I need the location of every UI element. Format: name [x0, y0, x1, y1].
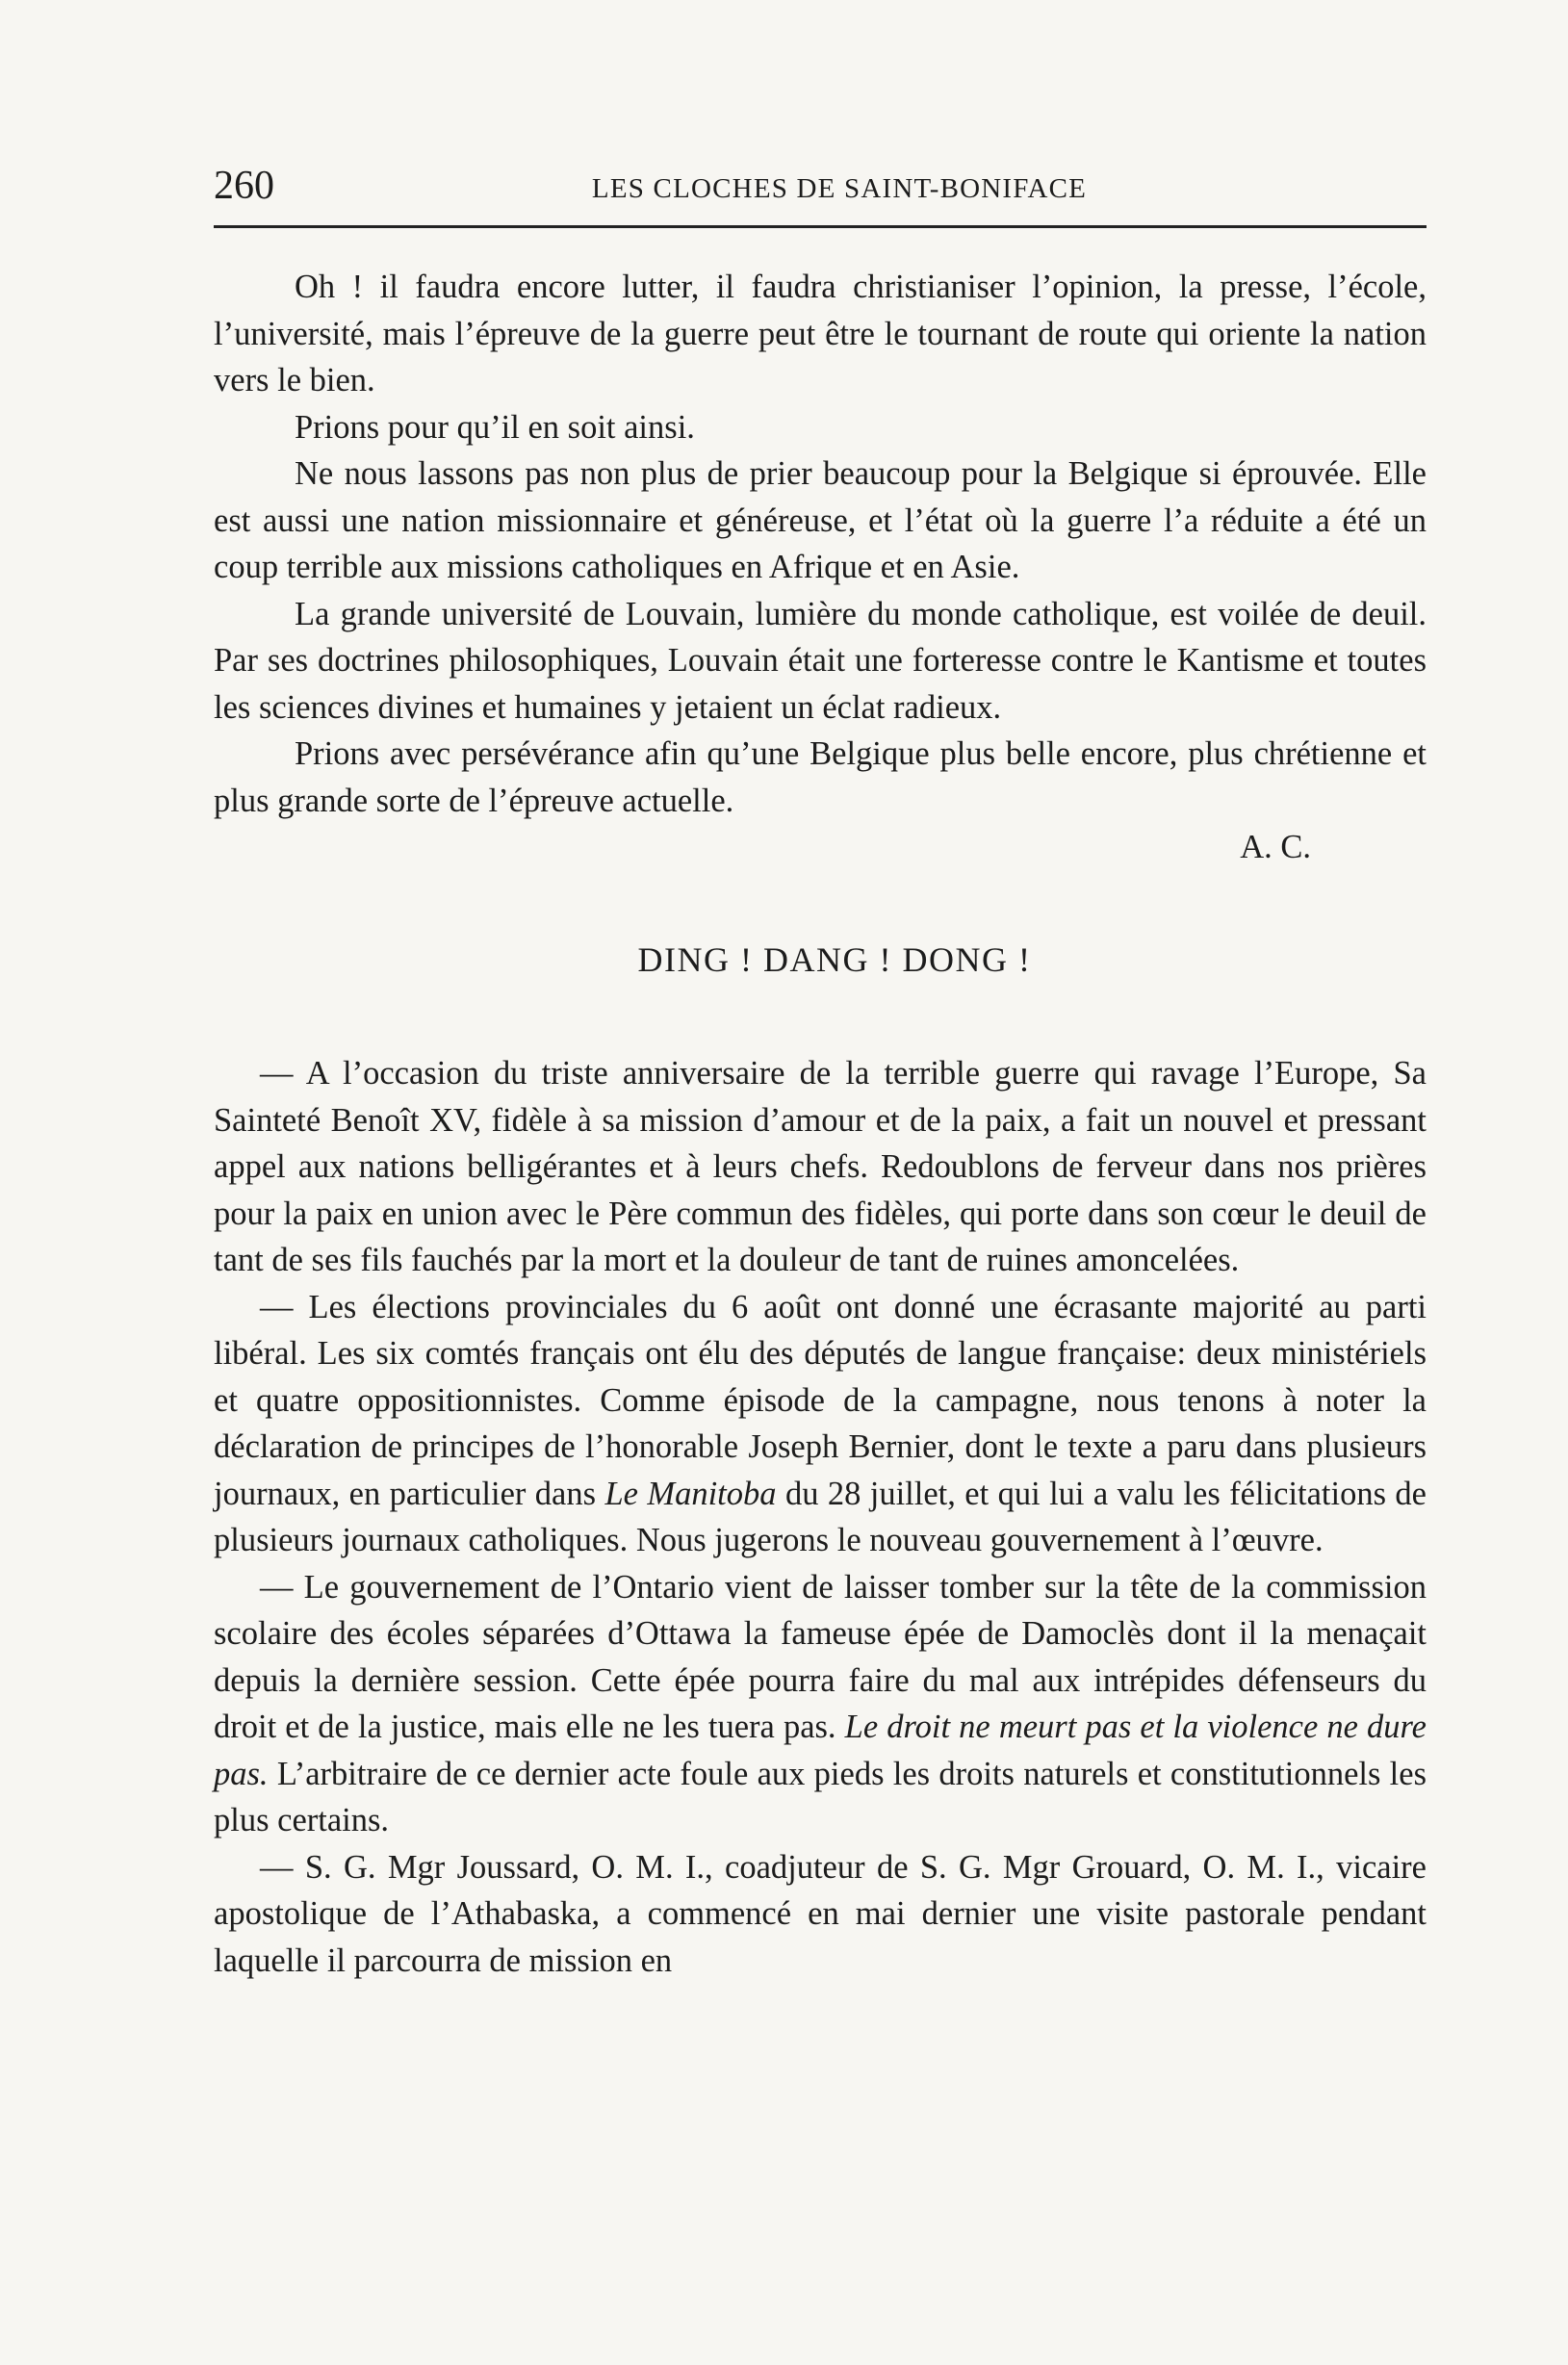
section-title: DING ! DANG ! DONG ! — [637, 939, 1032, 979]
news-item: — S. G. Mgr Joussard, O. M. I., coadjuteur de S. G. Mgr Grouard, O. M. I., vicaire apostolique de l’Athabaska, a commencé en mai dernier une visite pastorale pendant laquelle il parcourra de mission en — [214, 1848, 1427, 1979]
paragraph: Prions pour qu’il en soit ainsi. — [295, 408, 695, 446]
paragraph: Ne nous lassons pas non plus de prier beaucoup pour la Belgique si éprouvée. Elle est aussi une nation missionnaire et généreuse, et l’état où la guerre l’a réduite a été un coup terrible aux missions catholiques en Afrique et en Asie. — [214, 455, 1427, 585]
page-number: 260 — [214, 164, 274, 208]
running-title: LES CLOCHES DE SAINT-BONIFACE — [591, 173, 1088, 204]
header-rule — [214, 225, 1427, 228]
news-item-text: — Les élections provinciales du 6 août ont donné une écrasante majorité au parti libéral. Les six comtés français ont élu des députés de langue française: deux ministériels et quatre oppositionnistes. Comme épisode de la campagne, nous tenons à noter la déclaration de principes de l’honorable Joseph Bernier, dont le texte a paru dans plusieurs journaux, en particulier dans — [214, 1288, 1427, 1512]
paragraph: La grande université de Louvain, lumière du monde catholique, est voilée de deuil. Par ses doctrines philosophiques, Louvain était une forteresse contre le Kantisme et toutes les sciences divines et humaines y jetaient un éclat radieux. — [214, 595, 1427, 726]
newspaper-title: Le Manitoba — [604, 1475, 777, 1512]
news-item — [214, 1284, 1427, 1564]
news-items — [214, 1050, 1427, 1984]
news-item: — A l’occasion du triste anniversaire de la terrible guerre qui ravage l’Europe, Sa Sainteté Benoît XV, fidèle à sa mission d’amour et de la paix, a fait un nouvel et pressant appel aux nations belligérantes et à leurs chefs. Redoublons de ferveur dans nos prières pour la paix en union avec le Père commun des fidèles, qui porte dans son cœur le deuil de tant de ses fils fauchés par la mort et la douleur de tant de ruines amoncelées. — [214, 1055, 1427, 1278]
paragraph: Prions avec persévérance afin qu’une Belgique plus belle encore, plus chrétienne et plus grande sorte de l’épreuve actuelle. — [214, 735, 1427, 819]
article-signature: A. C. — [1240, 829, 1311, 865]
italic-quote: Le droit ne meurt pas et la violence ne dure pas. — [214, 1709, 1427, 1792]
news-item — [214, 1564, 1427, 1844]
news-item-text: du 28 juillet, et qui lui a valu les félicitations de plusieurs journaux catholiques. Nous jugerons le nouveau gouvernement à l’œuvre. — [214, 1475, 1427, 1558]
book-page — [214, 154, 1427, 1984]
page-header — [214, 154, 1427, 225]
news-item-text: — Le gouvernement de l’Ontario vient de laisser tomber sur la tête de la commission scolaire des écoles séparées d’Ottawa la fameuse épée de Damoclès dont il la menaçait depuis la dernière session. Cette épée pourra faire du mal aux intrépides défenseurs du droit et de la justice, mais elle ne les tuera pas. — [214, 1568, 1427, 1745]
article-body — [214, 264, 1427, 1984]
news-item-text: L’arbitraire de ce dernier acte foule aux pieds les droits naturels et constitutionnels les plus certains. — [214, 1755, 1427, 1838]
paragraph: Oh ! il faudra encore lutter, il faudra christianiser l’opinion, la presse, l’école, l’université, mais l’épreuve de la guerre peut être le tournant de route qui oriente la nation vers le bien. — [214, 269, 1427, 398]
